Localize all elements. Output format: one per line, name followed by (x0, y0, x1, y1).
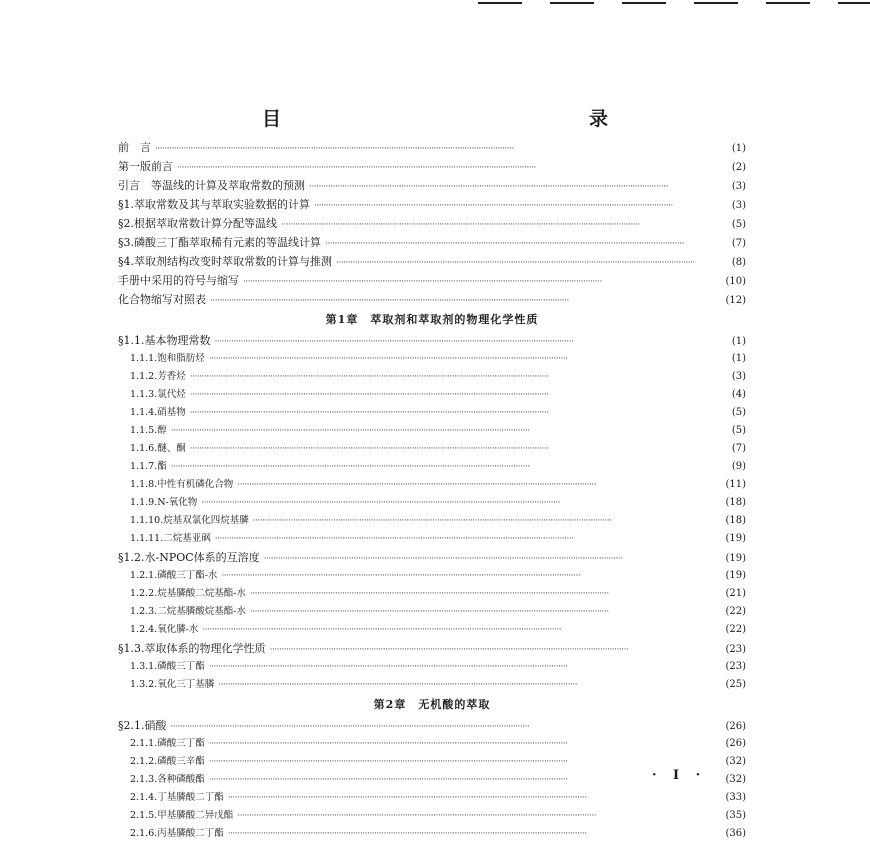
toc-entry[interactable] (118, 440, 746, 458)
toc-entry-title: §2.根据萃取常数计算分配等温线 (118, 217, 277, 230)
toc-entry-page: (5) (731, 425, 746, 436)
toc-entry-page: (2) (731, 162, 746, 173)
toc-entry-page: (26) (725, 738, 746, 749)
dot-leader (325, 235, 706, 254)
toc-entry-page: (1) (731, 336, 746, 347)
toc-entry[interactable] (118, 585, 746, 603)
toc-entry-title: 1.1.1.饱和脂肪烃 (130, 353, 205, 364)
dot-leader (314, 197, 706, 216)
toc-entry-page: (22) (725, 624, 746, 635)
dot-leader (309, 178, 706, 197)
toc-entry-page: (22) (725, 606, 746, 617)
toc-entry[interactable] (118, 716, 746, 735)
toc-entry-title: 1.1.2.芳香烃 (130, 371, 186, 382)
toc-entry[interactable] (118, 138, 746, 157)
toc-entry[interactable] (118, 512, 746, 530)
toc-entry-page: (5) (731, 219, 746, 230)
dot-leader (221, 567, 706, 585)
toc-entry-page: (4) (731, 389, 746, 400)
toc-entry-page: (36) (725, 828, 746, 839)
toc-entry[interactable] (118, 735, 746, 753)
toc-entry-title: §1.1.基本物理常数 (118, 334, 211, 347)
toc-entry[interactable] (118, 195, 746, 214)
toc-entry-title: 1.2.2.烷基膦酸二烷基酯-水 (130, 588, 246, 599)
table-of-contents (118, 138, 746, 843)
toc-entry-page: (8) (731, 257, 746, 268)
toc-entry[interactable] (118, 639, 746, 658)
toc-entry[interactable] (118, 404, 746, 422)
dot-leader (190, 386, 706, 404)
dot-leader (250, 603, 706, 621)
chapter-1-list (118, 331, 746, 694)
toc-entry-page: (11) (725, 479, 746, 490)
toc-entry-page: (19) (725, 533, 746, 544)
toc-entry-title: 1.1.9.N-氧化物 (130, 497, 198, 508)
toc-entry[interactable] (118, 621, 746, 639)
toc-entry[interactable] (118, 290, 746, 309)
toc-entry[interactable] (118, 789, 746, 807)
toc-entry-page: (35) (725, 810, 746, 821)
toc-entry[interactable] (118, 807, 746, 825)
toc-entry-title: 1.1.10.烷基双氯化四烷基膦 (130, 515, 249, 526)
toc-entry-title: 1.3.1.磷酸三丁酯 (130, 661, 205, 672)
toc-entry[interactable] (118, 494, 746, 512)
toc-entry[interactable] (118, 603, 746, 621)
dot-leader (250, 585, 706, 603)
toc-entry[interactable] (118, 157, 746, 176)
toc-entry-title: §2.1.硝酸 (118, 719, 167, 732)
toc-entry[interactable] (118, 331, 746, 350)
page-title: 目 录 (261, 108, 698, 130)
toc-entry-title: 1.2.3.二烷基膦酸烷基酯-水 (130, 606, 246, 617)
chapter-1-heading: 第1章 萃取剂和萃取剂的物理化学性质 (325, 313, 539, 326)
toc-entry-title: 2.1.2.磷酸三辛酯 (130, 756, 205, 767)
dot-leader (237, 807, 706, 825)
toc-entry-page: (32) (725, 774, 746, 785)
toc-entry-title: 1.1.4.硝基物 (130, 407, 186, 418)
dot-leader (190, 368, 706, 386)
toc-entry-page: (12) (725, 295, 746, 306)
dot-leader (202, 621, 706, 639)
dot-leader (237, 476, 706, 494)
toc-entry[interactable] (118, 176, 746, 195)
dot-leader (253, 512, 706, 530)
dot-leader (171, 422, 706, 440)
dot-leader (190, 404, 706, 422)
toc-entry-title: 1.2.4.氧化膦-水 (130, 624, 199, 635)
toc-entry-page: (1) (731, 353, 746, 364)
dot-leader (209, 658, 706, 676)
toc-entry-title: 2.1.1.磷酸三丁酯 (130, 738, 205, 749)
dot-leader (218, 676, 706, 694)
toc-entry-page: (25) (725, 679, 746, 690)
toc-entry[interactable] (118, 422, 746, 440)
toc-entry[interactable] (118, 548, 746, 567)
toc-entry[interactable] (118, 658, 746, 676)
toc-entry[interactable] (118, 350, 746, 368)
dot-leader (171, 458, 706, 476)
toc-entry[interactable] (118, 530, 746, 548)
toc-entry-page: (5) (731, 407, 746, 418)
toc-entry-title: 引言 等温线的计算及萃取常数的预测 (118, 179, 305, 192)
toc-entry-page: (23) (725, 644, 746, 655)
toc-entry-page: (3) (731, 181, 746, 192)
toc-entry-page: (7) (731, 238, 746, 249)
toc-entry-title: §1.3.萃取体系的物理化学性质 (118, 642, 266, 655)
toc-entry[interactable] (118, 252, 746, 271)
dot-leader (336, 254, 706, 273)
toc-entry-title: 1.1.7.酯 (130, 461, 167, 472)
toc-entry-page: (32) (725, 756, 746, 767)
dot-leader (209, 350, 706, 368)
toc-entry-title: 化合物缩写对照表 (118, 293, 206, 306)
toc-entry-title: 前 言 (118, 141, 151, 154)
toc-entry-page: (9) (731, 461, 746, 472)
toc-entry-page: (19) (725, 553, 746, 564)
dot-leader (201, 494, 706, 512)
dot-leader (190, 440, 706, 458)
top-edge-rules (470, 0, 870, 6)
dot-leader (215, 530, 706, 548)
toc-entry[interactable] (118, 676, 746, 694)
toc-entry-title: 1.3.2.氧化三丁基膦 (130, 679, 215, 690)
toc-entry-page: (26) (725, 721, 746, 732)
toc-entry-page: (33) (725, 792, 746, 803)
toc-entry[interactable] (118, 825, 746, 843)
toc-entry[interactable] (118, 386, 746, 404)
toc-entry-page: (19) (725, 570, 746, 581)
toc-entry-title: §1.萃取常数及其与萃取实验数据的计算 (118, 198, 310, 211)
dot-leader (155, 140, 706, 159)
dot-leader (243, 273, 706, 292)
toc-entry-title: §1.2.水-NPOC体系的互溶度 (118, 551, 260, 564)
toc-entry-title: §4.萃取剂结构改变时萃取常数的计算与推测 (118, 255, 332, 268)
dot-leader (228, 789, 706, 807)
toc-entry-page: (10) (725, 276, 746, 287)
toc-entry[interactable] (118, 567, 746, 585)
toc-entry[interactable] (118, 214, 746, 233)
toc-entry-title: 1.1.8.中性有机磷化合物 (130, 479, 234, 490)
toc-entry-title: 手册中采用的符号与缩写 (118, 274, 239, 287)
toc-entry-title: 第一版前言 (118, 160, 173, 173)
toc-entry-title: 1.1.5.醇 (130, 425, 167, 436)
dot-leader (209, 735, 706, 753)
toc-entry-title: 2.1.6.丙基膦酸二丁酯 (130, 828, 224, 839)
dot-leader (209, 753, 706, 771)
toc-entry-page: (3) (731, 371, 746, 382)
toc-entry-page: (18) (725, 515, 746, 526)
page-number: · I · (652, 768, 707, 783)
toc-entry-page: (18) (725, 497, 746, 508)
toc-entry-page: (7) (731, 443, 746, 454)
toc-entry-title: 2.1.5.甲基膦酸二异戊酯 (130, 810, 234, 821)
toc-entry-title: 2.1.4.丁基膦酸二丁酯 (130, 792, 224, 803)
toc-entry[interactable] (118, 368, 746, 386)
dot-leader (209, 771, 706, 789)
toc-entry-page: (3) (731, 200, 746, 211)
toc-entry[interactable] (118, 233, 746, 252)
toc-entry[interactable] (118, 476, 746, 494)
dot-leader (281, 216, 706, 235)
toc-entry-title: 1.1.6.醚、酮 (130, 443, 186, 454)
toc-entry-page: (1) (731, 143, 746, 154)
dot-leader (228, 825, 706, 843)
toc-entry-page: (21) (725, 588, 746, 599)
toc-entry[interactable] (118, 271, 746, 290)
toc-entry-title: 1.1.3.氯代烃 (130, 389, 186, 400)
front-matter-list (118, 138, 746, 309)
toc-entry-title: 1.1.11.二烷基亚砜 (130, 533, 211, 544)
toc-entry-title: §3.磷酸三丁酯萃取稀有元素的等温线计算 (118, 236, 321, 249)
toc-entry-title: 1.2.1.磷酸三丁酯-水 (130, 570, 218, 581)
toc-entry[interactable] (118, 458, 746, 476)
toc-entry-title: 2.1.3.各种磷酸酯 (130, 774, 205, 785)
chapter-2-heading: 第2章 无机酸的萃取 (373, 698, 491, 711)
toc-entry-page: (23) (725, 661, 746, 672)
